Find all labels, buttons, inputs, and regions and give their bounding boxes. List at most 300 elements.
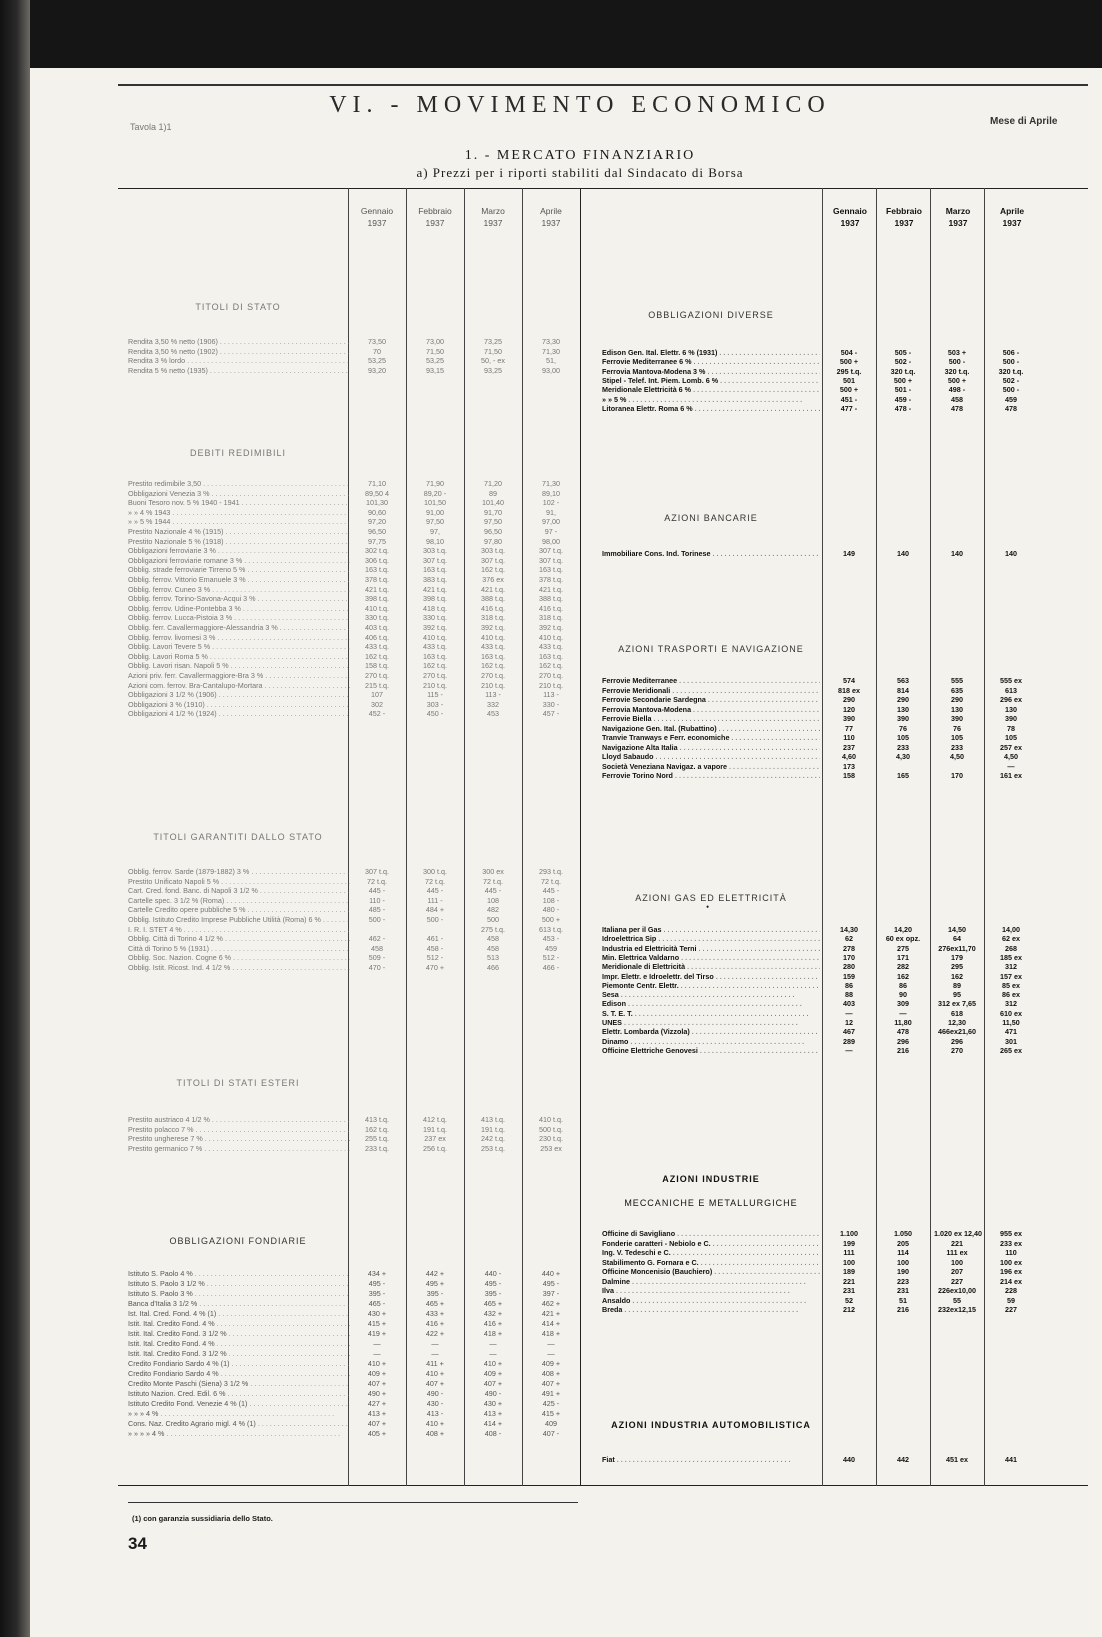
row-value: 410 t.q. bbox=[481, 632, 505, 642]
row-value: — bbox=[547, 1339, 555, 1348]
row-value: — bbox=[373, 1339, 381, 1348]
row-value: 407 + bbox=[483, 1379, 503, 1388]
row-value: 276ex11,70 bbox=[938, 943, 976, 953]
row-value: 427 + bbox=[367, 1399, 387, 1408]
row-value: 162 t.q. bbox=[365, 651, 389, 661]
row-value: 490 - bbox=[426, 1389, 444, 1398]
bullet-mark: • bbox=[706, 902, 710, 912]
row-value: 237 ex bbox=[424, 1134, 446, 1144]
row-value: 415 + bbox=[541, 1409, 561, 1418]
row-value: 610 ex bbox=[1000, 1008, 1022, 1018]
row-value: 296 bbox=[897, 1036, 909, 1046]
row-value: 407 + bbox=[367, 1379, 387, 1388]
row-value: 162 bbox=[951, 971, 963, 981]
row-label: Cart. Cred. fond. Banc. di Napoli 3 1/2 % . . . bbox=[128, 887, 350, 896]
row-value: 411 + bbox=[426, 1359, 444, 1368]
row-value: 410 + bbox=[425, 1419, 445, 1428]
row-value: 163 t.q. bbox=[365, 565, 389, 575]
row-value: 242 t.q. bbox=[481, 1134, 505, 1144]
row-label: Ferrovia Mantova-Modena 3 % . . . bbox=[602, 368, 820, 377]
row-label: Ilva . . . bbox=[602, 1287, 820, 1296]
row-value: 98,10 bbox=[426, 536, 444, 546]
row-label: Idroelettrica Sip . . . bbox=[602, 935, 820, 944]
row-label: Buoni Tesoro nov. 5 % 1940 - 1941 . . . bbox=[128, 499, 350, 508]
row-value: 78 bbox=[1007, 723, 1015, 733]
row-value: 407 - bbox=[542, 1429, 560, 1438]
row-value: 110 - bbox=[369, 895, 385, 905]
row-value: 450 - bbox=[426, 709, 444, 719]
row-value: 312 bbox=[1005, 962, 1017, 972]
row-value: 86 ex bbox=[1002, 990, 1020, 1000]
row-value: 72 t.q. bbox=[367, 876, 387, 886]
row-label: Istit. Ital. Credito Fond. 4 % . . . bbox=[128, 1320, 350, 1329]
row-value: 413 t.q. bbox=[481, 1115, 505, 1124]
row-value: 501 bbox=[843, 375, 855, 385]
row-label: Istit. Ital. Credito Fond. 4 % . . . bbox=[128, 1340, 350, 1349]
row-value: 73,30 bbox=[542, 337, 560, 346]
row-value: 390 bbox=[843, 714, 855, 723]
row-value: 378 t.q. bbox=[539, 575, 563, 584]
row-value: 295 t.q. bbox=[836, 366, 862, 376]
row-value: 459 bbox=[545, 943, 557, 953]
row-value: 71,30 bbox=[542, 346, 560, 356]
row-value: 458 bbox=[951, 394, 963, 404]
row-value: 12 bbox=[845, 1018, 853, 1027]
row-value: 477 - bbox=[840, 403, 858, 413]
left-divider bbox=[406, 188, 407, 1486]
page-number: 34 bbox=[128, 1534, 147, 1553]
row-value: 289 bbox=[843, 1036, 855, 1046]
row-value: 303 - bbox=[426, 699, 444, 709]
row-value: 149 bbox=[843, 549, 855, 558]
month-label: Mese di Aprile bbox=[990, 116, 1058, 127]
section-heading: TITOLI DI STATO bbox=[195, 302, 281, 312]
row-label: » » 4 % 1943 . . . bbox=[128, 509, 350, 518]
row-value: 76 bbox=[953, 723, 961, 733]
row-value: 445 - bbox=[484, 886, 502, 896]
row-value: 105 bbox=[1005, 733, 1017, 742]
row-value: 430 + bbox=[483, 1399, 503, 1408]
row-value: 478 bbox=[951, 403, 963, 413]
right-divider bbox=[984, 188, 985, 1486]
row-value: 484 + bbox=[425, 905, 445, 915]
row-value: 416 + bbox=[425, 1319, 445, 1328]
col-header: Febbraio 1937 bbox=[886, 206, 922, 228]
row-value: 85 ex bbox=[1002, 980, 1020, 990]
row-value: 433 + bbox=[425, 1309, 445, 1318]
row-value: 278 bbox=[843, 943, 855, 953]
row-value: 275 t.q. bbox=[481, 924, 505, 934]
row-label: Obblig. Lavori risan. Napoli 5 % . . . bbox=[128, 662, 350, 671]
row-value: 430 - bbox=[426, 1399, 444, 1408]
row-label: Min. Elettrica Valdarno . . . bbox=[602, 954, 820, 963]
row-value: 425 - bbox=[542, 1399, 560, 1408]
row-value: 302 t.q. bbox=[365, 546, 389, 556]
row-label: Industria ed Elettricità Terni . . . bbox=[602, 945, 820, 954]
row-value: 270 t.q. bbox=[539, 671, 563, 680]
row-value: — bbox=[845, 1045, 853, 1055]
row-value: 71,50 bbox=[484, 346, 502, 356]
row-value: 268 bbox=[1005, 943, 1017, 953]
section-heading: AZIONI INDUSTRIE bbox=[662, 1174, 760, 1184]
row-value: 421 t.q. bbox=[481, 584, 505, 594]
row-value: 173 bbox=[843, 761, 855, 771]
row-value: 72 t.q. bbox=[425, 876, 445, 886]
row-value: 93,25 bbox=[484, 365, 502, 375]
row-value: 97,75 bbox=[368, 536, 386, 546]
row-label: Obblig. strade ferroviarie Tirreno 5 % . . . bbox=[128, 566, 350, 575]
row-value: 14,00 bbox=[1002, 925, 1020, 934]
row-value: 388 t.q. bbox=[539, 594, 563, 604]
row-value: 818 ex bbox=[838, 685, 860, 695]
row-value: 233 bbox=[951, 742, 963, 752]
row-value: 62 ex bbox=[1002, 934, 1020, 944]
row-value: 60 ex opz. bbox=[885, 934, 921, 944]
row-value: 618 bbox=[951, 1008, 963, 1018]
section-heading: OBBLIGAZIONI DIVERSE bbox=[648, 310, 774, 320]
row-value: 414 + bbox=[483, 1419, 503, 1428]
left-divider bbox=[522, 188, 523, 1486]
row-value: 59 bbox=[1007, 1295, 1015, 1305]
row-value: 406 t.q. bbox=[365, 632, 389, 642]
row-value: 290 bbox=[897, 695, 909, 704]
row-value: 500 + bbox=[893, 375, 913, 385]
row-value: 512 - bbox=[426, 953, 444, 963]
row-value: 419 + bbox=[367, 1329, 387, 1338]
col-header: Gennaio 1937 bbox=[360, 206, 394, 228]
row-label: Ist. Ital. Cred. Fond. 4 % (1) . . . bbox=[128, 1310, 350, 1319]
row-value: 445 - bbox=[542, 886, 560, 896]
row-value: 191 t.q. bbox=[481, 1124, 505, 1134]
row-label: Obblig. ferr. Cavallermaggiore-Alessandria 3 % . . . bbox=[128, 624, 350, 633]
scan-border bbox=[0, 0, 1102, 70]
row-value: 459 bbox=[1005, 394, 1017, 404]
row-value: 409 bbox=[545, 1419, 557, 1428]
row-value: 233 t.q. bbox=[365, 1143, 389, 1153]
section-heading: DEBITI REDIMIBILI bbox=[189, 448, 286, 458]
row-label: Elettr. Lombarda (Vizzola) . . . bbox=[602, 1028, 820, 1037]
row-value: 64 bbox=[953, 934, 961, 944]
section-subtitle: a) Prezzi per i riporti stabiliti dal Sindacato di Borsa bbox=[416, 165, 744, 180]
row-value: 215 t.q. bbox=[365, 680, 389, 690]
row-value: 170 bbox=[951, 771, 963, 780]
row-label: Obblig. Istit. Ricost. Ind. 4 1/2 % . . . bbox=[128, 964, 350, 973]
row-value: 159 bbox=[843, 971, 855, 981]
row-value: 500 - bbox=[1002, 385, 1020, 395]
row-label: Banca d'Italia 3 1/2 % . . . bbox=[128, 1300, 350, 1309]
row-value: 500 - bbox=[1002, 357, 1020, 367]
row-value: 306 t.q. bbox=[365, 555, 389, 565]
row-label: Istituto S. Paolo 3 1/2 % . . . bbox=[128, 1280, 350, 1289]
row-label: Obblig. ferrov. Lucca-Pistoia 3 % . . . bbox=[128, 614, 350, 623]
row-value: 466ex21,60 bbox=[938, 1027, 976, 1037]
table-number: Tavola 1)1 bbox=[130, 122, 172, 132]
row-label: Istituto Nazion. Cred. Edil. 6 % . . . bbox=[128, 1390, 350, 1399]
row-value: 53,25 bbox=[368, 356, 386, 366]
row-value: 574 bbox=[843, 676, 855, 685]
row-value: 4,60 bbox=[842, 752, 856, 761]
row-value: 390 bbox=[951, 714, 963, 723]
row-label: Città di Torino 5 % (1931) . . . bbox=[128, 945, 350, 954]
row-value: 470 + bbox=[425, 963, 445, 972]
row-label: Ferrovie Mediterranee . . . bbox=[602, 677, 820, 686]
row-value: 408 + bbox=[541, 1369, 561, 1378]
row-label: UNES . . . bbox=[602, 1019, 820, 1028]
row-value: 415 + bbox=[367, 1319, 387, 1328]
row-value: 500 - bbox=[948, 357, 966, 367]
row-value: 253 t.q. bbox=[481, 1143, 505, 1153]
row-label: » » » 4 % . . . bbox=[128, 1410, 350, 1419]
row-value: 403 bbox=[843, 999, 855, 1009]
row-value: — bbox=[489, 1349, 497, 1358]
row-label: Cartelle Credito opere pubbliche 5 % . . . bbox=[128, 906, 350, 915]
col-header: Aprile 1937 bbox=[540, 206, 562, 228]
row-value: 466 - bbox=[542, 963, 560, 972]
row-value: 157 ex bbox=[1000, 971, 1022, 981]
row-value: 71,30 bbox=[542, 479, 560, 488]
row-value: 110 bbox=[1005, 1248, 1017, 1257]
row-label: Ferrovia Mantova-Modena . . . bbox=[602, 706, 820, 715]
row-label: S. T. E. T. . . . bbox=[602, 1010, 820, 1019]
row-value: 458 bbox=[487, 934, 499, 944]
row-value: 270 t.q. bbox=[481, 671, 505, 680]
row-label: Istituto S. Paolo 3 % . . . bbox=[128, 1290, 350, 1299]
row-value: 563 bbox=[897, 676, 909, 685]
row-value: 162 bbox=[897, 971, 909, 981]
row-value: 421 t.q. bbox=[539, 584, 563, 594]
row-value: — bbox=[899, 1008, 907, 1018]
row-value: 140 bbox=[951, 549, 963, 558]
section-heading: AZIONI TRASPORTI E NAVIGAZIONE bbox=[618, 644, 804, 654]
row-value: 161 ex bbox=[1000, 771, 1022, 780]
footnote: (1) con garanzia sussidiaria dello Stato. bbox=[132, 1514, 273, 1523]
row-value: 458 - bbox=[426, 943, 444, 953]
row-label: Litoranea Elettr. Roma 6 % . . . bbox=[602, 405, 820, 414]
row-value: 478 - bbox=[894, 403, 912, 413]
row-value: 814 bbox=[897, 685, 909, 695]
row-value: 162 t.q. bbox=[365, 1124, 389, 1134]
row-value: 226ex10,00 bbox=[938, 1286, 976, 1295]
row-label: Ferrovie Secondarie Sardegna . . . bbox=[602, 696, 820, 705]
row-value: 412 t.q. bbox=[423, 1115, 447, 1124]
row-value: 231 bbox=[843, 1286, 855, 1295]
row-value: 376 ex bbox=[482, 575, 504, 584]
row-label: Dinamo . . . bbox=[602, 1038, 820, 1047]
row-value: 120 bbox=[843, 704, 855, 714]
row-value: 318 t.q. bbox=[539, 613, 563, 623]
col-header: Febbraio 1937 bbox=[418, 206, 452, 228]
row-value: 495 - bbox=[542, 1279, 560, 1288]
row-value: 512 - bbox=[542, 953, 560, 963]
row-value: 77 bbox=[845, 723, 853, 733]
row-value: 100 bbox=[843, 1257, 855, 1267]
row-value: 71,50 bbox=[426, 346, 444, 356]
row-value: 500 bbox=[487, 915, 499, 924]
page-title: VI. - MOVIMENTO ECONOMICO bbox=[329, 92, 831, 118]
row-label: Azioni priv. ferr. Cavallermaggiore-Bra 3 % . . . bbox=[128, 672, 350, 681]
row-label: Ferrovie Biella . . . bbox=[602, 715, 820, 724]
row-value: 405 + bbox=[367, 1429, 387, 1438]
row-value: 312 ex 7,65 bbox=[938, 999, 976, 1009]
row-value: 93,00 bbox=[542, 365, 560, 375]
section-heading: OBBLIGAZIONI FONDIARIE bbox=[169, 1236, 307, 1246]
row-value: 11,50 bbox=[1002, 1018, 1020, 1027]
row-label: Credito Monte Paschi (Siena) 3 1/2 % . . . bbox=[128, 1380, 350, 1389]
row-value: 307 t.q. bbox=[539, 546, 563, 556]
row-label: Fonderie caratteri - Nebiolo e C. . . . bbox=[602, 1240, 820, 1249]
row-value: 513 bbox=[487, 953, 499, 963]
row-value: 163 t.q. bbox=[423, 565, 447, 575]
row-value: 442 + bbox=[425, 1269, 445, 1278]
row-value: 422 + bbox=[425, 1329, 445, 1338]
row-value: 233 ex bbox=[1000, 1238, 1022, 1248]
row-value: 500 + bbox=[839, 385, 859, 395]
row-value: 207 bbox=[951, 1267, 963, 1276]
row-value: 430 + bbox=[367, 1309, 387, 1318]
row-value: 214 ex bbox=[1000, 1276, 1022, 1286]
book-binding bbox=[0, 0, 30, 1637]
row-value: 453 - bbox=[542, 934, 560, 944]
row-value: 162 t.q. bbox=[481, 565, 505, 575]
row-value: 113 - bbox=[485, 690, 501, 700]
row-value: 97, bbox=[430, 527, 440, 536]
row-value: 555 ex bbox=[1000, 676, 1022, 685]
row-value: 303 t.q. bbox=[481, 546, 505, 556]
section-subheading: MECCANICHE E METALLURGICHE bbox=[624, 1198, 798, 1208]
row-value: 307 t.q. bbox=[423, 555, 447, 565]
row-value: 199 bbox=[843, 1238, 855, 1248]
row-value: 97,20 bbox=[368, 517, 386, 527]
row-value: 320 t.q. bbox=[890, 366, 916, 376]
row-value: 490 + bbox=[367, 1389, 387, 1398]
row-value: 433 t.q. bbox=[481, 642, 505, 652]
row-value: 227 bbox=[951, 1276, 963, 1286]
row-label: Stabilimento G. Fornara e C. . . . bbox=[602, 1259, 820, 1268]
right-divider bbox=[930, 188, 931, 1486]
row-value: 130 bbox=[897, 704, 909, 714]
row-value: 410 + bbox=[483, 1359, 503, 1368]
row-value: 237 bbox=[843, 742, 855, 752]
row-label: Obblig. ferrov. Sarde (1879-1882) 3 % . . . bbox=[128, 868, 350, 877]
row-value: 71,10 bbox=[368, 479, 386, 488]
footnote-rule bbox=[128, 1502, 578, 1503]
row-value: 255 t.q. bbox=[365, 1134, 389, 1144]
row-label: Ferrovie Mediterranee 6 % . . . bbox=[602, 358, 820, 367]
row-value: 296 ex bbox=[1000, 695, 1022, 704]
row-label: Obblig. Soc. Nazion. Cogne 6 % . . . bbox=[128, 954, 350, 963]
row-value: 506 - bbox=[1002, 348, 1020, 357]
row-value: 413 + bbox=[367, 1409, 387, 1418]
row-value: 413 + bbox=[483, 1409, 503, 1418]
row-value: 500 - bbox=[426, 915, 444, 924]
row-value: 378 t.q. bbox=[365, 575, 389, 584]
row-value: 398 t.q. bbox=[365, 594, 389, 604]
row-value: 440 - bbox=[484, 1269, 502, 1278]
row-value: 76 bbox=[899, 723, 907, 733]
row-value: 478 bbox=[1005, 403, 1017, 413]
row-value: 108 - bbox=[542, 895, 560, 905]
row-label: Obbligazioni Venezia 3 % . . . bbox=[128, 490, 350, 499]
row-value: 441 bbox=[1005, 1455, 1017, 1464]
row-value: 395 - bbox=[368, 1289, 386, 1298]
row-value: 4,30 bbox=[896, 752, 910, 761]
row-value: 111 - bbox=[427, 895, 443, 905]
row-value: 71,90 bbox=[426, 479, 444, 488]
row-value: 410 + bbox=[425, 1369, 445, 1378]
row-value: 196 ex bbox=[1000, 1267, 1022, 1276]
row-value: 465 + bbox=[425, 1299, 445, 1308]
row-value: 265 ex bbox=[1000, 1045, 1022, 1055]
row-value: 392 t.q. bbox=[423, 623, 447, 632]
row-value: 190 bbox=[897, 1267, 909, 1276]
section-heading: TITOLI GARANTITI DALLO STATO bbox=[153, 832, 323, 842]
row-value: 91,70 bbox=[484, 507, 502, 517]
row-value: 398 t.q. bbox=[423, 594, 447, 604]
row-label: Obblig. Lavori Roma 5 % . . . bbox=[128, 653, 350, 662]
row-value: 432 + bbox=[483, 1309, 503, 1318]
row-value: 14,20 bbox=[894, 925, 912, 934]
row-label: Officine di Savigliano . . . bbox=[602, 1230, 820, 1239]
row-value: 416 t.q. bbox=[481, 603, 505, 613]
row-value: 73,25 bbox=[484, 337, 502, 346]
row-value: 89 bbox=[953, 980, 961, 990]
row-label: Rendita 3 % lordo . . . bbox=[128, 357, 350, 366]
row-value: 312 bbox=[1005, 999, 1017, 1009]
row-value: 500 + bbox=[947, 375, 967, 385]
row-value: 179 bbox=[951, 952, 963, 962]
row-value: 290 bbox=[843, 695, 855, 704]
row-value: 416 t.q. bbox=[539, 603, 563, 613]
row-value: 409 + bbox=[541, 1359, 561, 1368]
row-value: 330 t.q. bbox=[365, 613, 389, 623]
row-value: — bbox=[431, 1349, 439, 1358]
row-label: Rendita 3,50 % netto (1906) . . . bbox=[128, 338, 350, 347]
row-label: Istit. Ital. Credito Fond. 3 1/2 % . . . bbox=[128, 1350, 350, 1359]
row-value: 89,20 - bbox=[423, 488, 447, 498]
row-label: Ansaldo . . . bbox=[602, 1297, 820, 1306]
row-value: 100 bbox=[897, 1257, 909, 1267]
col-header: Marzo 1937 bbox=[945, 206, 971, 228]
row-value: 509 - bbox=[368, 953, 386, 963]
row-label: Prestito Nazionale 4 % (1915) . . . bbox=[128, 528, 350, 537]
row-value: 418 + bbox=[541, 1329, 561, 1338]
row-value: 93,15 bbox=[426, 365, 444, 375]
row-label: Obblig. ferrov. Udine-Pontebba 3 % . . . bbox=[128, 605, 350, 614]
row-label: Obblig. Istituto Credito Imprese Pubbliche Utilità (Roma) 6 % . . . bbox=[128, 916, 350, 925]
row-value: 282 bbox=[897, 962, 909, 972]
row-value: 55 bbox=[953, 1295, 961, 1305]
row-value: 91,00 bbox=[426, 507, 444, 517]
row-value: 300 ex bbox=[482, 867, 504, 876]
row-label: Obbligazioni 3 1/2 % (1906) . . . bbox=[128, 691, 350, 700]
row-value: 410 t.q. bbox=[423, 632, 447, 642]
row-value: 270 t.q. bbox=[423, 671, 447, 680]
row-value: 471 bbox=[1005, 1027, 1017, 1037]
row-label: Meridionale Elettricità 6 % . . . bbox=[602, 386, 820, 395]
row-label: Obbligazioni ferroviarie romane 3 % . . . bbox=[128, 557, 350, 566]
row-value: — bbox=[489, 1339, 497, 1348]
row-value: 12,30 bbox=[948, 1018, 966, 1027]
row-value: 89 bbox=[489, 488, 497, 498]
row-label: Prestito Nazionale 5 % (1918) . . . bbox=[128, 538, 350, 547]
row-label: I. R. I. STET 4 % . . . bbox=[128, 926, 350, 935]
row-label: Impr. Elettr. e Idroelettr. del Tirso . . . bbox=[602, 973, 820, 982]
row-label: Dalmine . . . bbox=[602, 1278, 820, 1287]
row-value: 418 + bbox=[483, 1329, 503, 1338]
row-label: Prestito polacco 7 % . . . bbox=[128, 1126, 350, 1135]
row-value: 101,30 bbox=[366, 498, 388, 508]
row-value: 613 t.q. bbox=[539, 924, 563, 934]
